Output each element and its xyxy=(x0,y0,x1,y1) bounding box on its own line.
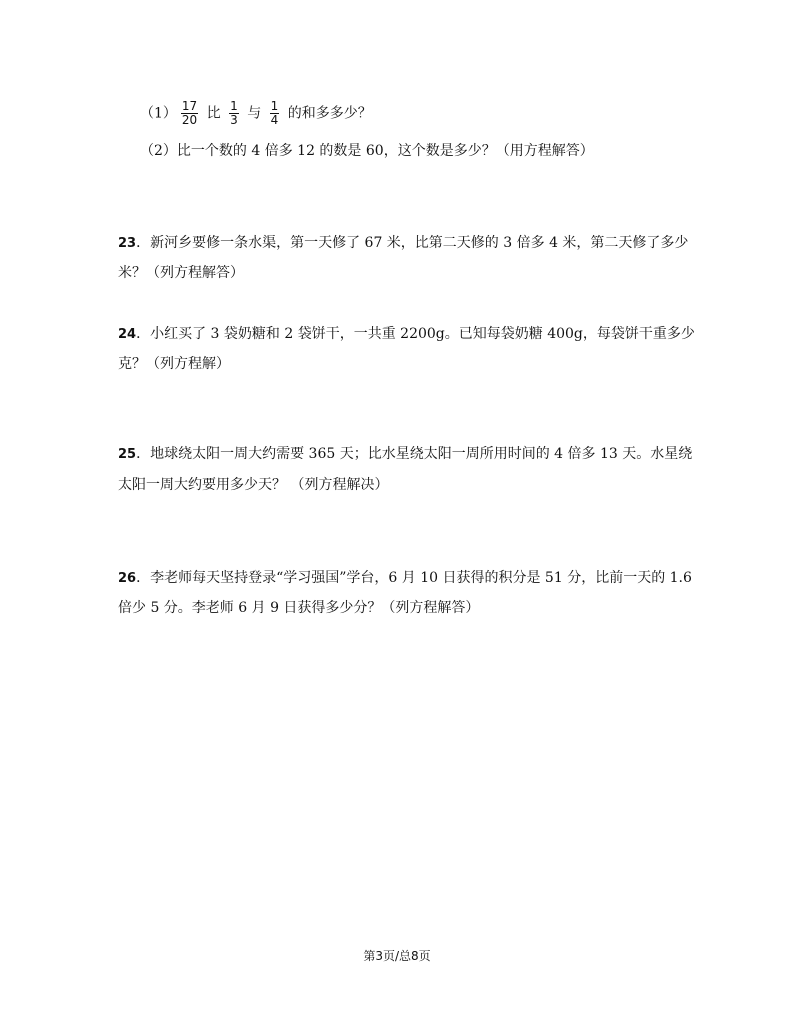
q22-part1 xyxy=(140,100,372,127)
fraction-numerator: 1 xyxy=(230,99,238,113)
fraction-numerator: 1 xyxy=(270,99,279,113)
question-23-line1 xyxy=(118,232,688,252)
fraction-numerator: 17 xyxy=(181,99,198,113)
question-text: ．小红买了 3 袋奶糖和 2 袋饼干，一共重 2200g。已知每袋奶糖 400g，每袋饼干重多少 xyxy=(136,326,695,342)
question-text: ．新河乡要修一条水渠，第一天修了 67 米，比第二天修的 3 倍多 4 米，第二天修了多少 xyxy=(136,235,689,251)
question-text: ．李老师每天坚持登录“学习强国”学台，6 月 10 日获得的积分是 51 分，比前一天的 1.6 xyxy=(136,570,692,586)
question-number: 23 xyxy=(118,236,137,251)
fraction-1-4 xyxy=(270,100,280,127)
q22-word-bi: 比 xyxy=(206,105,221,122)
question-24-line2: 克？（列方程解） xyxy=(118,356,230,372)
question-25-line2: 太阳一周大约要用多少天？ （列方程解决） xyxy=(118,477,389,493)
page-footer: 第3页/总8页 xyxy=(363,949,431,963)
question-23-line2: 米？（列方程解答） xyxy=(118,265,244,281)
q22-part1-prefix: （1） xyxy=(140,105,177,122)
question-number: 26 xyxy=(118,571,137,586)
q22-word-yu: 与 xyxy=(247,105,262,122)
question-text: ．地球绕太阳一周大约需要 365 天；比水星绕太阳一周所用时间的 4 倍多 13 天。水星绕 xyxy=(136,446,693,462)
fraction-1-3 xyxy=(229,100,239,127)
question-26-line2: 倍少 5 分。李老师 6 月 9 日获得多少分？（列方程解答） xyxy=(118,600,480,616)
question-24-line1 xyxy=(118,323,695,343)
fraction-denominator: 20 xyxy=(181,113,198,127)
fraction-denominator: 3 xyxy=(230,113,238,127)
question-number: 24 xyxy=(118,327,137,342)
question-number: 25 xyxy=(118,447,137,462)
q22-part1-suffix: 的和多多少？ xyxy=(287,105,372,122)
fraction-denominator: 4 xyxy=(270,113,279,127)
question-26-line1 xyxy=(118,567,692,587)
question-25-line1 xyxy=(118,443,692,463)
q22-part2: （2）比一个数的 4 倍多 12 的数是 60，这个数是多少？（用方程解答） xyxy=(140,143,594,159)
fraction-17-20 xyxy=(181,100,198,127)
